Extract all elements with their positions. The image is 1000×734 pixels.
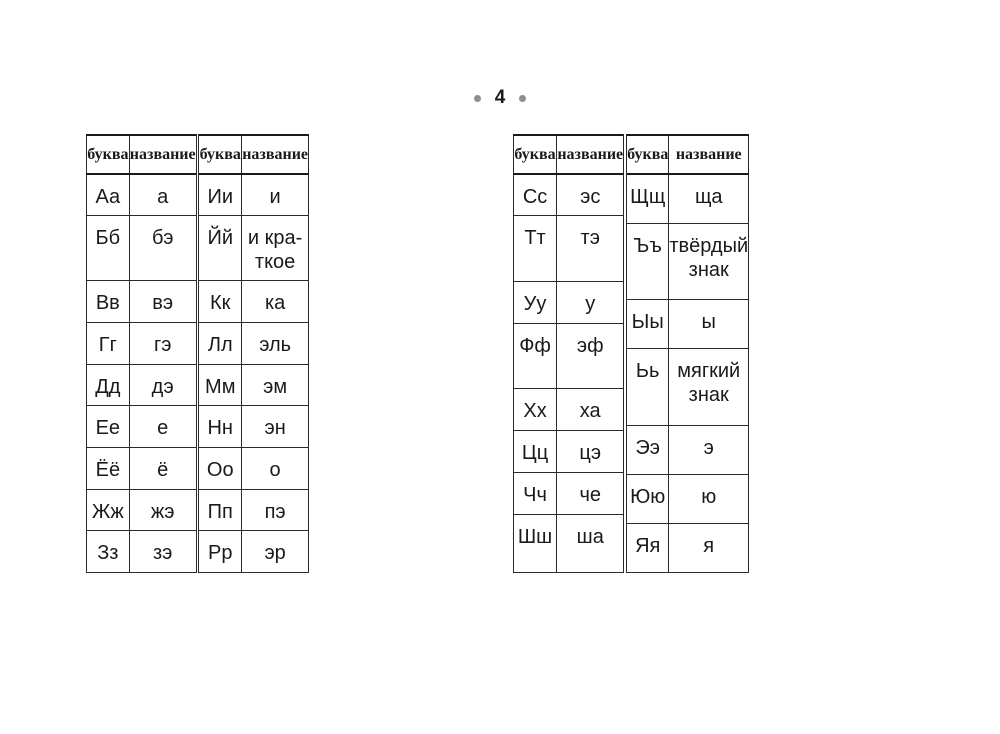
header-name: название <box>129 135 196 174</box>
table-row <box>514 323 624 388</box>
table-row <box>627 425 749 474</box>
table-row <box>87 448 197 490</box>
table-row <box>87 489 197 531</box>
table-row <box>199 531 309 573</box>
header-letter: буква <box>199 135 242 174</box>
name-cell: эн <box>242 406 309 448</box>
table-row <box>514 389 624 431</box>
letter-cell: Ьь <box>627 349 669 426</box>
letter-cell: Ыы <box>627 300 669 349</box>
table-row <box>627 223 749 300</box>
table-row <box>199 489 309 531</box>
table-row <box>627 349 749 426</box>
double-rule-separator <box>196 134 200 573</box>
name-cell: а <box>129 174 196 216</box>
table-row <box>199 364 309 406</box>
name-cell: ка <box>242 281 309 323</box>
letter-cell: Юю <box>627 474 669 523</box>
letter-cell: Бб <box>87 216 130 281</box>
letter-cell: Гг <box>87 323 130 365</box>
name-cell: э <box>669 425 749 474</box>
name-cell: гэ <box>129 323 196 365</box>
letter-cell: Сс <box>514 174 557 216</box>
name-cell: мягкий знак <box>669 349 749 426</box>
header-name: название <box>669 135 749 174</box>
table-row <box>627 523 749 572</box>
table-row <box>199 323 309 365</box>
name-cell: ё <box>129 448 196 490</box>
name-cell: ща <box>669 174 749 223</box>
right-dot <box>519 95 526 102</box>
letter-cell: Рр <box>199 531 242 573</box>
letter-cell: Тт <box>514 216 557 281</box>
left-dot <box>474 95 481 102</box>
alphabet-right-half <box>513 134 749 573</box>
name-cell: я <box>669 523 749 572</box>
header-letter: буква <box>514 135 557 174</box>
name-cell: у <box>557 281 624 323</box>
table-row <box>514 472 624 514</box>
name-cell: вэ <box>129 281 196 323</box>
name-cell: тэ <box>557 216 624 281</box>
letter-cell: Йй <box>199 216 242 281</box>
double-rule-separator <box>623 134 627 573</box>
table-row <box>199 406 309 448</box>
name-cell: ша <box>557 514 624 572</box>
name-cell: дэ <box>129 364 196 406</box>
page-number: 4 <box>494 87 506 108</box>
name-cell: и кра- ткое <box>242 216 309 281</box>
name-cell: и <box>242 174 309 216</box>
letter-cell: Зз <box>87 531 130 573</box>
table-row <box>87 406 197 448</box>
name-cell: бэ <box>129 216 196 281</box>
letter-cell: Жж <box>87 489 130 531</box>
alphabet-table-1 <box>86 134 197 573</box>
letter-cell: Цц <box>514 430 557 472</box>
letter-cell: Фф <box>514 323 557 388</box>
name-cell: эс <box>557 174 624 216</box>
table-row <box>627 474 749 523</box>
letter-cell: Яя <box>627 523 669 572</box>
name-cell: ха <box>557 389 624 431</box>
name-cell: эль <box>242 323 309 365</box>
name-cell: эм <box>242 364 309 406</box>
table-row <box>87 216 197 281</box>
name-cell: ю <box>669 474 749 523</box>
table-row <box>514 174 624 216</box>
name-cell: че <box>557 472 624 514</box>
name-cell: о <box>242 448 309 490</box>
letter-cell: Дд <box>87 364 130 406</box>
letter-cell: Ее <box>87 406 130 448</box>
table-row <box>87 364 197 406</box>
name-cell: эф <box>557 323 624 388</box>
table-row <box>627 174 749 223</box>
table-row <box>87 174 197 216</box>
table-row <box>87 281 197 323</box>
table-row <box>199 216 309 281</box>
letter-cell: Шш <box>514 514 557 572</box>
name-cell: зэ <box>129 531 196 573</box>
letter-cell: Ъъ <box>627 223 669 300</box>
letter-cell: Вв <box>87 281 130 323</box>
table-row <box>627 300 749 349</box>
table-row <box>87 531 197 573</box>
alphabet-table-3 <box>513 134 624 573</box>
alphabet-table-2 <box>198 134 309 573</box>
letter-cell: Ёё <box>87 448 130 490</box>
table-row <box>514 216 624 281</box>
header-letter: буква <box>87 135 130 174</box>
alphabet-left-half <box>86 134 309 573</box>
table-row <box>199 174 309 216</box>
letter-cell: Аа <box>87 174 130 216</box>
table-row <box>514 430 624 472</box>
letter-cell: Ии <box>199 174 242 216</box>
name-cell: е <box>129 406 196 448</box>
letter-cell: Хх <box>514 389 557 431</box>
header-name: название <box>242 135 309 174</box>
name-cell: эр <box>242 531 309 573</box>
header-letter: буква <box>627 135 669 174</box>
letter-cell: Уу <box>514 281 557 323</box>
table-row <box>199 448 309 490</box>
page-number-row <box>0 84 1000 112</box>
name-cell: цэ <box>557 430 624 472</box>
header-name: название <box>557 135 624 174</box>
table-row <box>87 323 197 365</box>
table-row <box>514 281 624 323</box>
letter-cell: Оо <box>199 448 242 490</box>
letter-cell: Мм <box>199 364 242 406</box>
table-row <box>514 514 624 572</box>
letter-cell: Кк <box>199 281 242 323</box>
name-cell: пэ <box>242 489 309 531</box>
letter-cell: Чч <box>514 472 557 514</box>
name-cell: твёрдый знак <box>669 223 749 300</box>
alphabet-table-4 <box>626 134 749 573</box>
letter-cell: Щщ <box>627 174 669 223</box>
name-cell: ы <box>669 300 749 349</box>
table-row <box>199 281 309 323</box>
letter-cell: Лл <box>199 323 242 365</box>
name-cell: жэ <box>129 489 196 531</box>
letter-cell: Ээ <box>627 425 669 474</box>
letter-cell: Пп <box>199 489 242 531</box>
letter-cell: Нн <box>199 406 242 448</box>
